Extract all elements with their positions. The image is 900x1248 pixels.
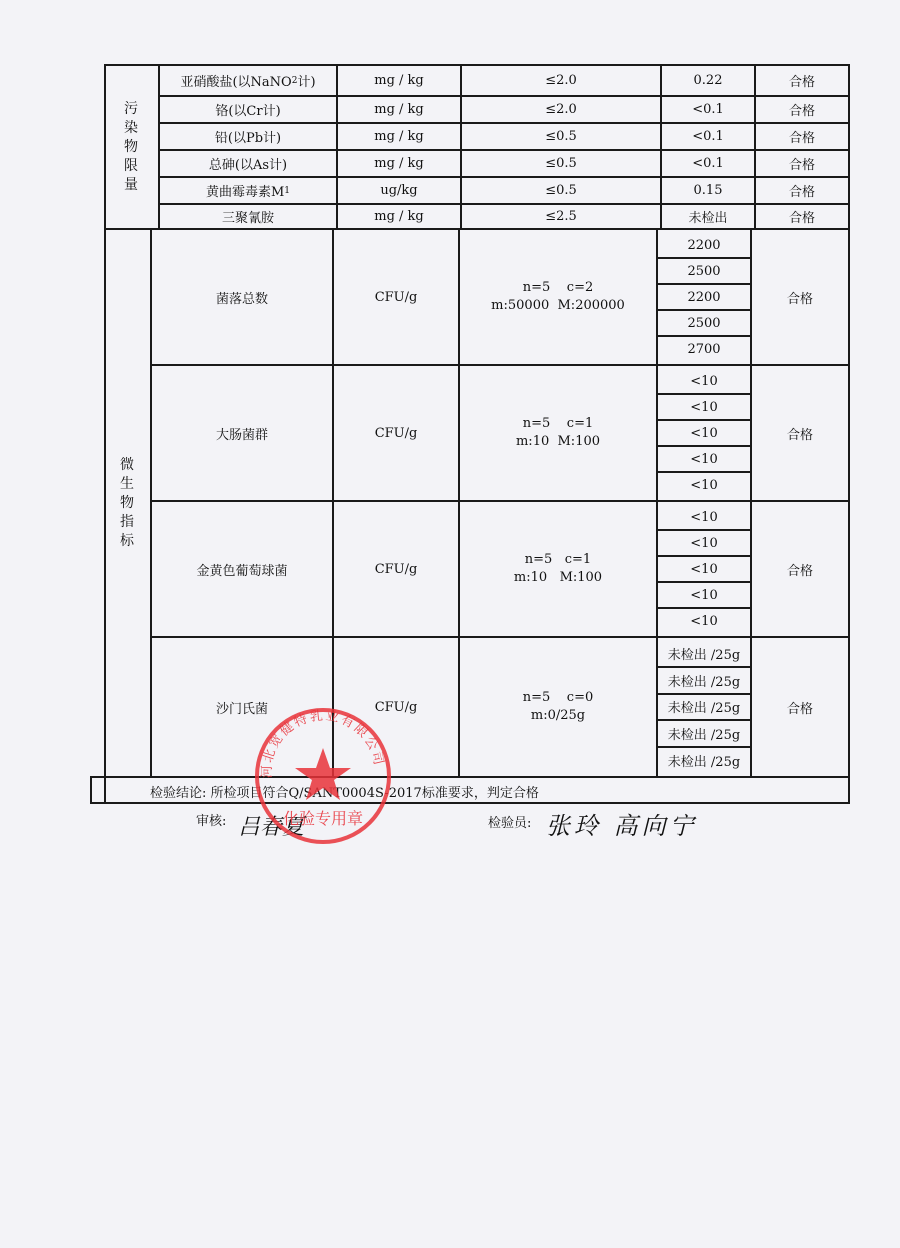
pollutant-category: 污 染 物 限 量 — [124, 100, 138, 193]
microbe-result: <10 — [690, 613, 718, 629]
subscript: 1 — [284, 185, 291, 196]
microbe-standard — [460, 502, 656, 636]
microbe-item: 大肠菌群 — [215, 427, 268, 443]
pollutant-result: 未检出 — [688, 211, 728, 226]
pollutant-standard: ≤0.5 — [545, 156, 577, 171]
microbe-result: 2700 — [687, 341, 721, 357]
result-divider — [656, 471, 752, 473]
pollutant-verdict: 合格 — [788, 75, 815, 90]
microbe-item: 金黄色葡萄球菌 — [196, 563, 288, 579]
standard-line: m:10 M:100 — [513, 570, 603, 585]
reviewer-label: 审核: — [196, 814, 227, 829]
result-divider — [656, 581, 752, 583]
inspector-label: 检验员: — [488, 816, 532, 831]
microbe-result: 未检出 /25g — [667, 701, 741, 717]
pollutant-verdict: 合格 — [788, 131, 815, 146]
microbe-result: 2500 — [687, 263, 721, 279]
microbe-item: 沙门氏菌 — [215, 701, 268, 717]
result-divider — [656, 607, 752, 609]
microbe-unit: CFU/g — [374, 699, 418, 715]
microbe-verdict: 合格 — [786, 427, 813, 443]
microbe-result: 未检出 /25g — [667, 755, 741, 771]
standard-line: n=5 c=0 — [522, 690, 594, 705]
standard-line: m:0/25g — [530, 708, 586, 723]
result-divider — [656, 719, 752, 721]
inspector-signature: 张玲 高向宁 — [546, 812, 698, 840]
pollutant-item: 铅(以Pb计) — [214, 131, 282, 146]
stamp-ring-text: 河北宽健特乳业有限公司 — [259, 708, 387, 779]
result-divider — [656, 393, 752, 395]
standard-line: n=5 c=1 — [524, 552, 592, 567]
result-divider — [656, 529, 752, 531]
pollutant-verdict: 合格 — [788, 158, 815, 173]
pollutant-item: 铬(以Cr计) — [215, 104, 281, 119]
microbe-verdict: 合格 — [786, 701, 813, 717]
pollutant-verdict: 合格 — [788, 211, 815, 226]
microbe-item: 菌落总数 — [215, 291, 268, 307]
microbe-result: <10 — [690, 561, 718, 577]
pollutant-unit: mg / kg — [374, 209, 424, 224]
microbe-result: 2200 — [687, 289, 721, 305]
microbe-verdict: 合格 — [786, 291, 813, 307]
result-divider — [656, 693, 752, 695]
microbe-unit: CFU/g — [374, 289, 418, 305]
pollutant-unit: mg / kg — [374, 73, 424, 88]
result-divider — [656, 283, 752, 285]
pollutant-item: 总砷(以As计) — [208, 158, 288, 173]
reviewer-signature: 吕春夏 — [238, 815, 305, 840]
pollutant-standard: ≤0.5 — [545, 183, 577, 198]
result-divider — [656, 746, 752, 748]
table-right-border — [848, 64, 850, 802]
table-bottom-border — [90, 802, 850, 804]
microbe-standard — [460, 638, 656, 776]
conclusion-text: 检验结论: 所检项目符合Q/SANT0004S-2017标准要求，判定合格 — [150, 786, 539, 801]
result-divider — [656, 445, 752, 447]
pollutant-item: 三聚氰胺 — [221, 211, 274, 226]
conclusion-left-border — [90, 776, 92, 804]
microbe-result: <10 — [690, 587, 718, 603]
result-divider — [656, 555, 752, 557]
microbe-result: <10 — [690, 399, 718, 415]
microbe-result: 未检出 /25g — [667, 728, 741, 744]
result-divider — [656, 335, 752, 337]
pollutant-result: 0.22 — [693, 73, 723, 88]
microbe-result: 2500 — [687, 315, 721, 331]
pollutant-verdict: 合格 — [788, 104, 815, 119]
microbe-result: <10 — [690, 509, 718, 525]
result-divider — [656, 257, 752, 259]
pollutant-unit: mg / kg — [374, 129, 424, 144]
result-divider — [656, 419, 752, 421]
microbe-standard — [460, 366, 656, 500]
pollutant-standard: ≤2.0 — [545, 102, 577, 117]
microbe-category: 微 生 物 指 标 — [120, 456, 134, 549]
microbe-result: <10 — [690, 477, 718, 493]
pollutant-standard: ≤0.5 — [545, 129, 577, 144]
microbe-unit: CFU/g — [374, 425, 418, 441]
pollutant-result: 0.15 — [693, 183, 723, 198]
official-stamp — [248, 690, 398, 850]
pollutant-unit: mg / kg — [374, 156, 424, 171]
microbe-result: 未检出 /25g — [667, 674, 741, 690]
pollutant-unit: mg / kg — [374, 102, 424, 117]
pollutant-verdict: 合格 — [788, 185, 815, 200]
pollutant-standard: ≤2.5 — [545, 209, 577, 224]
pollutant-standard: ≤2.0 — [545, 73, 577, 88]
standard-line: n=5 c=1 — [522, 416, 594, 431]
stamp-center-text: 化验专用章 — [282, 809, 364, 828]
standard-line: m:10 M:100 — [515, 434, 601, 449]
microbe-unit: CFU/g — [374, 561, 418, 577]
microbe-verdict: 合格 — [786, 563, 813, 579]
pollutant-unit: ug/kg — [380, 183, 418, 198]
microbe-standard — [460, 230, 656, 364]
pollutant-item: 亚硝酸盐(以NaNO 2 计) — [180, 75, 316, 90]
pollutant-item: 黄曲霉毒素M 1 — [205, 185, 291, 200]
microbe-result: <10 — [690, 425, 718, 441]
result-divider — [656, 666, 752, 668]
pollutant-result: <0.1 — [692, 102, 724, 117]
pollutant-result: <0.1 — [692, 156, 724, 171]
standard-line: n=5 c=2 — [522, 280, 594, 295]
microbe-result: <10 — [690, 535, 718, 551]
pollutant-result: <0.1 — [692, 129, 724, 144]
subscript: 2 — [291, 75, 298, 86]
standard-line: m:50000 M:200000 — [491, 298, 625, 313]
microbe-result: <10 — [690, 373, 718, 389]
conclusion-divider — [90, 776, 850, 778]
microbe-result: <10 — [690, 451, 718, 467]
stamp-star-icon — [295, 748, 351, 800]
result-divider — [656, 309, 752, 311]
microbe-result: 2200 — [687, 237, 721, 253]
microbe-result: 未检出 /25g — [667, 647, 741, 663]
